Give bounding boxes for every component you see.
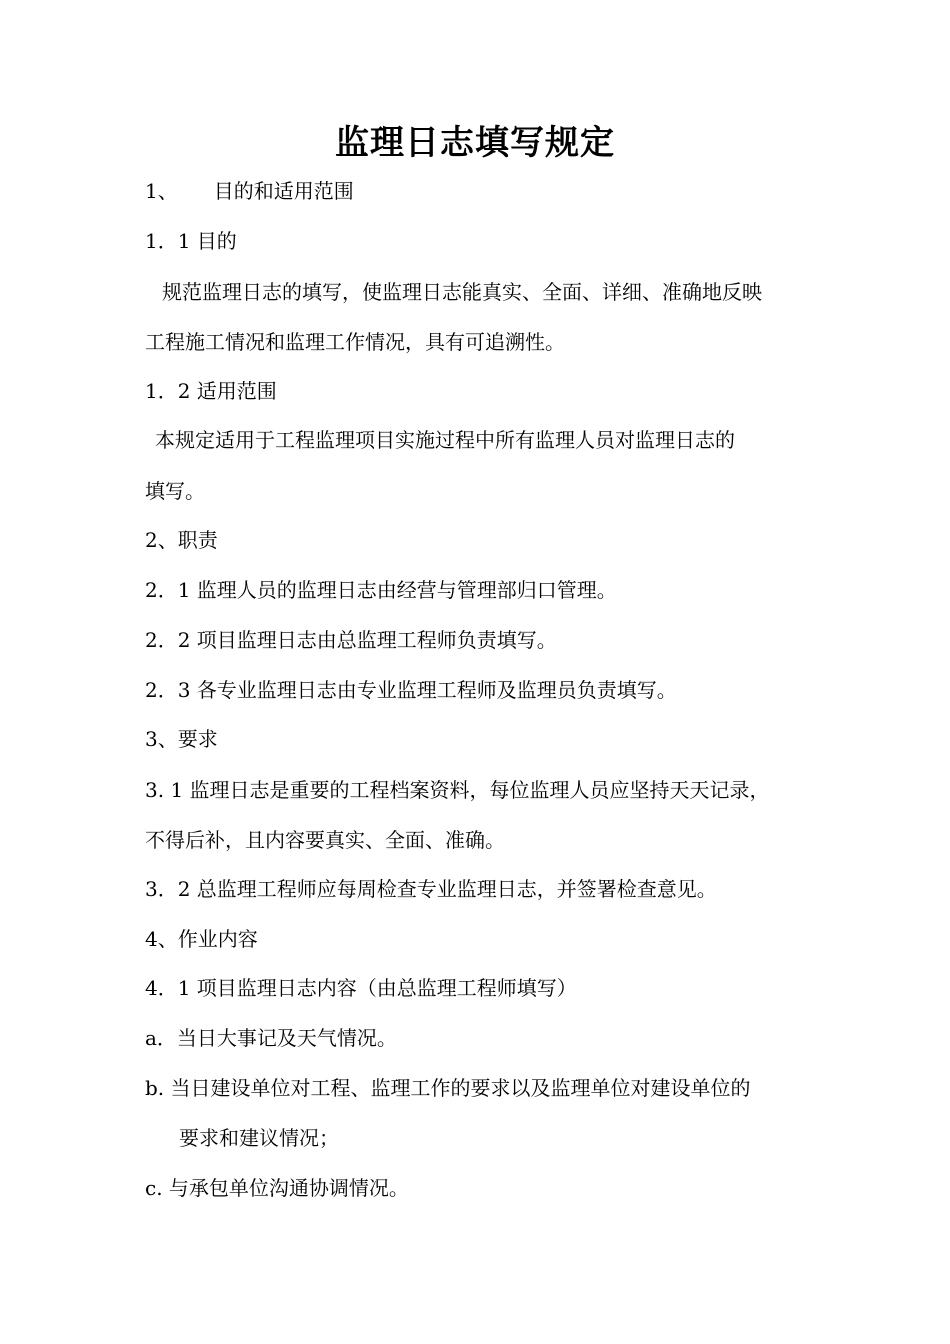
list-item-c: c. 与承包单位沟通协调情况。	[145, 1176, 409, 1200]
list-item-b-line-1: b. 当日建设单位对工程、监理工作的要求以及监理单位对建设单位的	[145, 1076, 751, 1100]
subsection-1-2: 1．2 适用范围	[145, 379, 277, 403]
document-title: 监理日志填写规定	[335, 123, 615, 163]
section-1-heading	[145, 176, 354, 206]
subsection-4-1: 4．1 项目监理日志内容（由总监理工程师填写）	[145, 976, 577, 1000]
subsection-3-1-line-1: 3. 1 监理日志是重要的工程档案资料，每位监理人员应坚持天天记录，	[145, 778, 770, 802]
list-item-a: a．当日大事记及天气情况。	[145, 1026, 397, 1050]
list-item-b-line-2: 要求和建议情况；	[179, 1126, 339, 1150]
section-1-title: 目的和适用范围	[213, 179, 354, 203]
subsection-3-2: 3．2 总监理工程师应每周检查专业监理日志，并签署检查意见。	[145, 877, 717, 901]
subsection-2-2: 2．2 项目监理日志由总监理工程师负责填写。	[145, 628, 557, 652]
paragraph-1-2-line-2: 填写。	[145, 479, 205, 503]
section-4-heading: 4、作业内容	[145, 927, 258, 951]
paragraph-1-2-line-1: 本规定适用于工程监理项目实施过程中所有监理人员对监理日志的	[155, 428, 735, 452]
section-1-number: 1、	[145, 179, 178, 203]
subsection-2-1: 2．1 监理人员的监理日志由经营与管理部归口管理。	[145, 578, 617, 602]
section-2-heading: 2、职责	[145, 528, 218, 552]
subsection-1-1: 1．1 目的	[145, 229, 237, 253]
paragraph-1-1-line-1: 规范监理日志的填写，使监理日志能真实、全面、详细、准确地反映	[162, 280, 762, 304]
subsection-3-1-line-2: 不得后补，且内容要真实、全面、准确。	[145, 828, 505, 852]
subsection-2-3: 2．3 各专业监理日志由专业监理工程师及监理员负责填写。	[145, 678, 677, 702]
section-3-heading: 3、要求	[145, 727, 218, 751]
paragraph-1-1-line-2: 工程施工情况和监理工作情况，具有可追溯性。	[145, 330, 565, 354]
